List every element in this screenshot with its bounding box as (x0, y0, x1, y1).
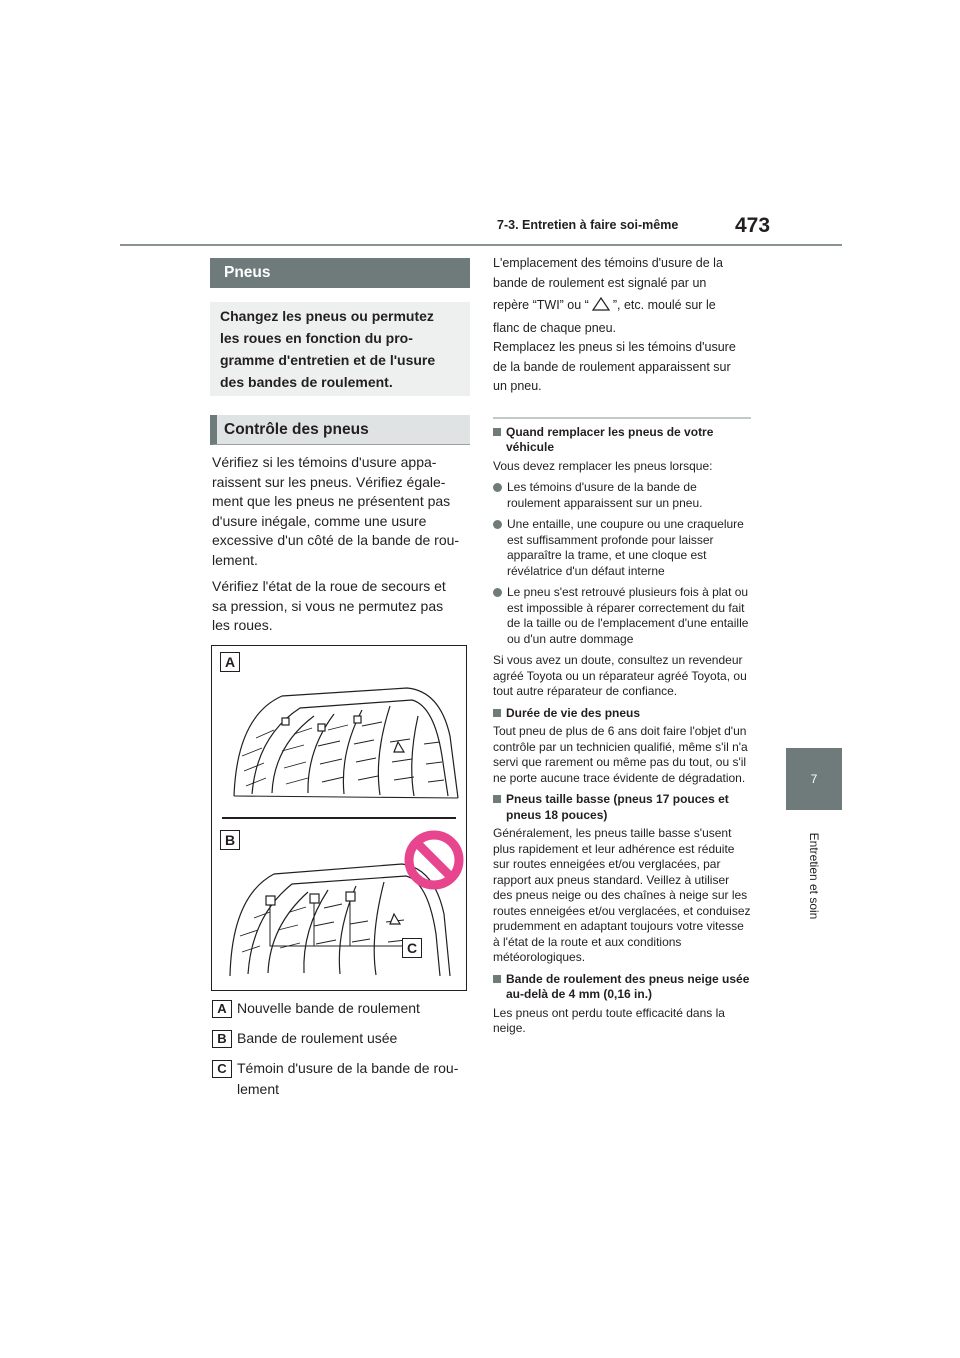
text-line: lement. (212, 551, 258, 568)
text-line: flanc de chaque pneu. (493, 320, 617, 335)
section-quand (493, 425, 751, 700)
text-line: raissent sur les pneus. Vérifiez égale- (212, 473, 446, 490)
chapter-number: 7 (810, 772, 818, 786)
list-item: Le pneu s'est retrouvé plusieurs fois à plat ou est impossible à réparer correctement du fait de la taille ou de l'emplacement d'une entaille ou d'un autre dommage (493, 585, 751, 647)
section-heading: Durée de vie des pneus (493, 706, 751, 722)
section-divider (493, 417, 751, 419)
square-bullet-icon (493, 975, 501, 983)
text-line: un pneu. (493, 379, 542, 393)
text-line: L'emplacement des témoins d'usure de la (493, 256, 723, 270)
text-line: ment que les pneus ne présentent pas (212, 493, 451, 509)
check-instructions (212, 453, 474, 643)
figure-legend (212, 998, 474, 1109)
text-line: lement (237, 1081, 280, 1097)
figure-label-a: A (220, 652, 240, 672)
intro-line: gramme d'entretien et de l'usure (220, 352, 436, 368)
section-duree (493, 706, 751, 787)
section-header: 7-3. Entretien à faire soi-même (497, 218, 679, 232)
section-text: Généralement, les pneus taille basse s'usent plus rapidement et leur adhérence est réduite sur routes enneigées et/ou verglacées, par rapport aux pneus standard. Veillez à utiliser des pneus neige ou des chaînes à neige sur les routes enneigées et/ou verglacées, et conduisez prudemment en adaptant toujours votre vitesse à l'état de la route et aux conditions météorologiques. (493, 826, 751, 964)
prohibition-icon (409, 835, 459, 885)
legend-item (212, 1028, 474, 1049)
text-line: sa pression, si vous ne permutez pas (212, 597, 444, 614)
text-segment: repère “TWI” ou “ (493, 298, 589, 312)
check-paragraph-1 (212, 453, 474, 570)
legend-item (212, 998, 474, 1019)
legend-item (212, 1058, 474, 1100)
section-title-pneus: Pneus (210, 258, 470, 288)
section-heading: Pneus taille basse (pneus 17 pouces et pneus 18 pouces) (493, 792, 751, 823)
legend-text (237, 1058, 458, 1100)
section-text: Tout pneu de plus de 6 ans doit faire l'objet d'un contrôle par un technicien qualifié, même s'il n'a servi que rarement ou même pas du tout, ou s'il ne porte aucune trace évidente de dégradation. (493, 724, 748, 785)
page-number: 473 (735, 214, 771, 237)
circle-bullet-icon (493, 520, 502, 529)
tire-tread-illustration (212, 646, 466, 990)
text-line: de la bande de roulement apparaissent sur (493, 359, 731, 374)
section-heading: Bande de roulement des pneus neige usée au-delà de 4 mm (0,16 in.) (493, 972, 751, 1003)
legend-key: C (212, 1060, 232, 1078)
section-taille-basse (493, 792, 751, 966)
text-line: Vérifiez l'état de la roue de secours et (212, 578, 446, 594)
legend-text: Nouvelle bande de roulement (237, 1000, 420, 1016)
chapter-title (786, 816, 842, 936)
circle-bullet-icon (493, 483, 502, 492)
chapter-tab[interactable] (786, 748, 842, 810)
twi-paragraph (493, 254, 751, 397)
square-bullet-icon (493, 428, 501, 436)
text-line: Vérifiez si les témoins d'usure appa- (212, 454, 437, 470)
triangle-icon (592, 297, 610, 311)
legend-key: B (212, 1030, 232, 1048)
circle-bullet-icon (493, 588, 502, 597)
text-segment: ”, etc. moulé sur le (612, 298, 716, 312)
text-line: excessive d'un côté de la bande de rou- (212, 532, 460, 548)
section-neige (493, 972, 751, 1037)
header-divider (120, 244, 842, 246)
intro-box (210, 302, 470, 396)
tire-tread-figure (211, 645, 467, 991)
check-paragraph-2 (212, 577, 474, 636)
figure-label-b: B (220, 830, 240, 850)
figure-label-c: C (402, 938, 422, 958)
legend-key: A (212, 1000, 232, 1018)
text-line: bande de roulement est signalé par un (493, 275, 707, 290)
new-tread-drawing (234, 688, 458, 798)
chapter-title-text: Entretien et soin (807, 832, 821, 920)
section-text: Si vous avez un doute, consultez un revendeur agréé Toyota ou un réparateur agréé Toyota, ou tout autre réparateur de confiance. (493, 653, 747, 698)
intro-line: des bandes de roulement. (220, 374, 393, 390)
text-line: les roues. (212, 617, 273, 633)
intro-line: Changez les pneus ou permutez (220, 308, 434, 324)
section-heading: Quand remplacer les pneus de votre véhicule (493, 425, 751, 456)
text-line: d'usure inégale, comme une usure (212, 512, 427, 529)
section-text: Les pneus ont perdu toute efficacité dans la neige. (493, 1005, 725, 1035)
text-line: Remplacez les pneus si les témoins d'usure (493, 340, 736, 354)
section-title-controle: Contrôle des pneus (210, 415, 470, 445)
text-line: Témoin d'usure de la bande de rou- (237, 1060, 459, 1076)
section-text: Vous devez remplacer les pneus lorsque: (493, 458, 713, 473)
square-bullet-icon (493, 795, 501, 803)
text-line (493, 296, 751, 316)
right-column (493, 254, 751, 1043)
list-item: Les témoins d'usure de la bande de roulement apparaissent sur un pneu. (493, 480, 751, 511)
square-bullet-icon (493, 709, 501, 717)
list-item: Une entaille, une coupure ou une craquelure est suffisamment profonde pour laisser apparaître la trame, et une cloque est révélatrice d'un défaut interne (493, 517, 751, 579)
intro-line: les roues en fonction du pro- (220, 330, 413, 346)
legend-text: Bande de roulement usée (237, 1030, 398, 1046)
